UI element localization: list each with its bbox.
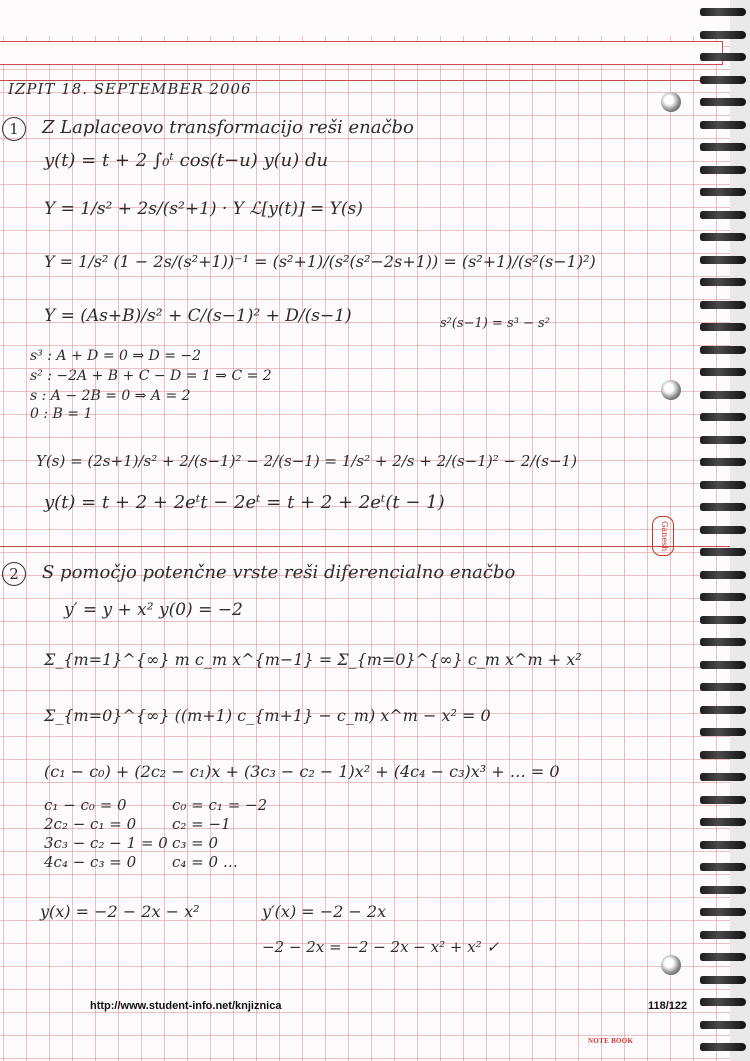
p2-line-3: Σ_{m=0}^{∞} ((m+1) c_{m+1} − c_m) x^m − x² = 0 xyxy=(44,706,491,725)
p2-solution: y(x) = −2 − 2x − x² xyxy=(40,902,200,921)
spiral-coil xyxy=(700,751,746,759)
spiral-coil xyxy=(700,953,746,961)
spiral-coil xyxy=(700,503,746,511)
p2-system-right-3: c₃ = 0 xyxy=(172,834,219,852)
spiral-coil xyxy=(700,1021,746,1029)
spiral-coil xyxy=(700,616,746,624)
spiral-coil xyxy=(700,481,746,489)
p1-line-4: Y = (As+B)/s² + C/(s−1)² + D/(s−1) xyxy=(44,306,352,326)
spiral-coil xyxy=(700,413,746,421)
spiral-coil xyxy=(700,76,746,84)
spiral-coil xyxy=(700,368,746,376)
p2-system-left-1: c₁ − c₀ = 0 xyxy=(44,796,127,814)
problem2-statement: S pomočjo potenčne vrste reši diferencialno enačbo xyxy=(42,562,516,583)
problem2-number: 2 xyxy=(2,562,26,586)
spiral-coil xyxy=(700,818,746,826)
p1-coef-s: s : A − 2B = 0 ⇒ A = 2 xyxy=(30,388,191,404)
spiral-coil xyxy=(700,233,746,241)
p1-final-solution: y(t) = t + 2 + 2eᵗt − 2eᵗ = t + 2 + 2eᵗ(t − 1) xyxy=(44,492,445,513)
footer-url[interactable]: http://www.student-info.net/knjiznica xyxy=(90,1000,282,1012)
p2-line-2: Σ_{m=1}^{∞} m c_m x^{m−1} = Σ_{m=0}^{∞} c_m x^m + x² xyxy=(44,650,582,669)
p2-system-right-1: c₀ = c₁ = −2 xyxy=(172,796,268,814)
spiral-coil xyxy=(700,436,746,444)
p2-system-left-4: 4c₄ − c₃ = 0 xyxy=(44,853,137,871)
spiral-coil xyxy=(700,166,746,174)
spiral-coil xyxy=(700,458,746,466)
spiral-coil xyxy=(700,121,746,129)
spiral-coil xyxy=(700,773,746,781)
p1-line-1: y(t) = t + 2 ∫₀ᵗ cos(t−u) y(u) du xyxy=(44,150,329,171)
spiral-coil xyxy=(700,706,746,714)
spiral-coil xyxy=(700,998,746,1006)
footer-page-number: 118/122 xyxy=(648,1000,688,1012)
spiral-coil xyxy=(700,301,746,309)
spiral-coil xyxy=(700,863,746,871)
p1-coef-s3: s³ : A + D = 0 ⇒ D = −2 xyxy=(30,348,202,364)
p1-line-3: Y = 1/s² (1 − 2s/(s²+1))⁻¹ = (s²+1)/(s²(s²−2s+1)) = (s²+1)/(s²(s−1)²) xyxy=(44,252,596,271)
spiral-coil xyxy=(700,8,746,16)
top-margin xyxy=(0,0,730,36)
problem1-number: 1 xyxy=(2,117,26,141)
p2-system-left-2: 2c₂ − c₁ = 0 xyxy=(44,815,137,833)
spiral-coil xyxy=(700,346,746,354)
spiral-coil xyxy=(700,728,746,736)
spiral-coil xyxy=(700,571,746,579)
exam-header: IZPIT 18. SEPTEMBER 2006 xyxy=(8,80,252,98)
p1-line-ys: Y(s) = (2s+1)/s² + 2/(s−1)² − 2/(s−1) = 1/s² + 2/s + 2/(s−1)² − 2/(s−1) xyxy=(36,452,577,470)
p2-derivative: y′(x) = −2 − 2x xyxy=(262,902,387,921)
spiral-coil xyxy=(700,638,746,646)
header-margin-box xyxy=(0,41,723,65)
spiral-coil xyxy=(700,683,746,691)
spiral-coil xyxy=(700,908,746,916)
p1-side-note: s²(s−1) = s³ − s² xyxy=(440,316,550,331)
spiral-coil xyxy=(700,391,746,399)
p2-system-right-4: c₄ = 0 … xyxy=(172,853,238,871)
spiral-coil xyxy=(700,323,746,331)
spiral-binding xyxy=(700,0,750,1061)
p2-system-left-3: 3c₃ − c₂ − 1 = 0 xyxy=(44,834,168,852)
spiral-coil xyxy=(700,1043,746,1051)
brand-logo: Ganesh xyxy=(652,516,674,556)
p2-check: −2 − 2x = −2 − 2x − x² + x² ✓ xyxy=(262,938,500,956)
problem1-statement: Z Laplaceovo transformacijo reši enačbo xyxy=(42,117,414,138)
spiral-coil xyxy=(700,53,746,61)
section-divider xyxy=(0,546,730,547)
spiral-coil xyxy=(700,526,746,534)
spiral-coil xyxy=(700,31,746,39)
p2-line-1: y′ = y + x² y(0) = −2 xyxy=(64,600,243,620)
p1-line-2: Y = 1/s² + 2s/(s²+1) · Y ℒ[y(t)] = Y(s) xyxy=(44,199,363,219)
spiral-coil xyxy=(700,976,746,984)
spiral-coil xyxy=(700,98,746,106)
spiral-coil xyxy=(700,931,746,939)
p2-system-right-2: c₂ = −1 xyxy=(172,815,231,833)
spiral-coil xyxy=(700,548,746,556)
p1-coef-s2: s² : −2A + B + C − D = 1 ⇒ C = 2 xyxy=(30,368,272,384)
spiral-coil xyxy=(700,886,746,894)
spiral-coil xyxy=(700,593,746,601)
p1-coef-0: 0 : B = 1 xyxy=(30,406,93,422)
notebook-brand: NOTE BOOK xyxy=(588,1037,634,1045)
spiral-coil xyxy=(700,796,746,804)
spiral-coil xyxy=(700,256,746,264)
spiral-coil xyxy=(700,278,746,286)
p2-line-4: (c₁ − c₀) + (2c₂ − c₁)x + (3c₃ − c₂ − 1)x² + (4c₄ − c₃)x³ + … = 0 xyxy=(44,762,560,781)
spiral-coil xyxy=(700,211,746,219)
spiral-coil xyxy=(700,841,746,849)
spiral-coil xyxy=(700,143,746,151)
spiral-coil xyxy=(700,188,746,196)
spiral-coil xyxy=(700,661,746,669)
